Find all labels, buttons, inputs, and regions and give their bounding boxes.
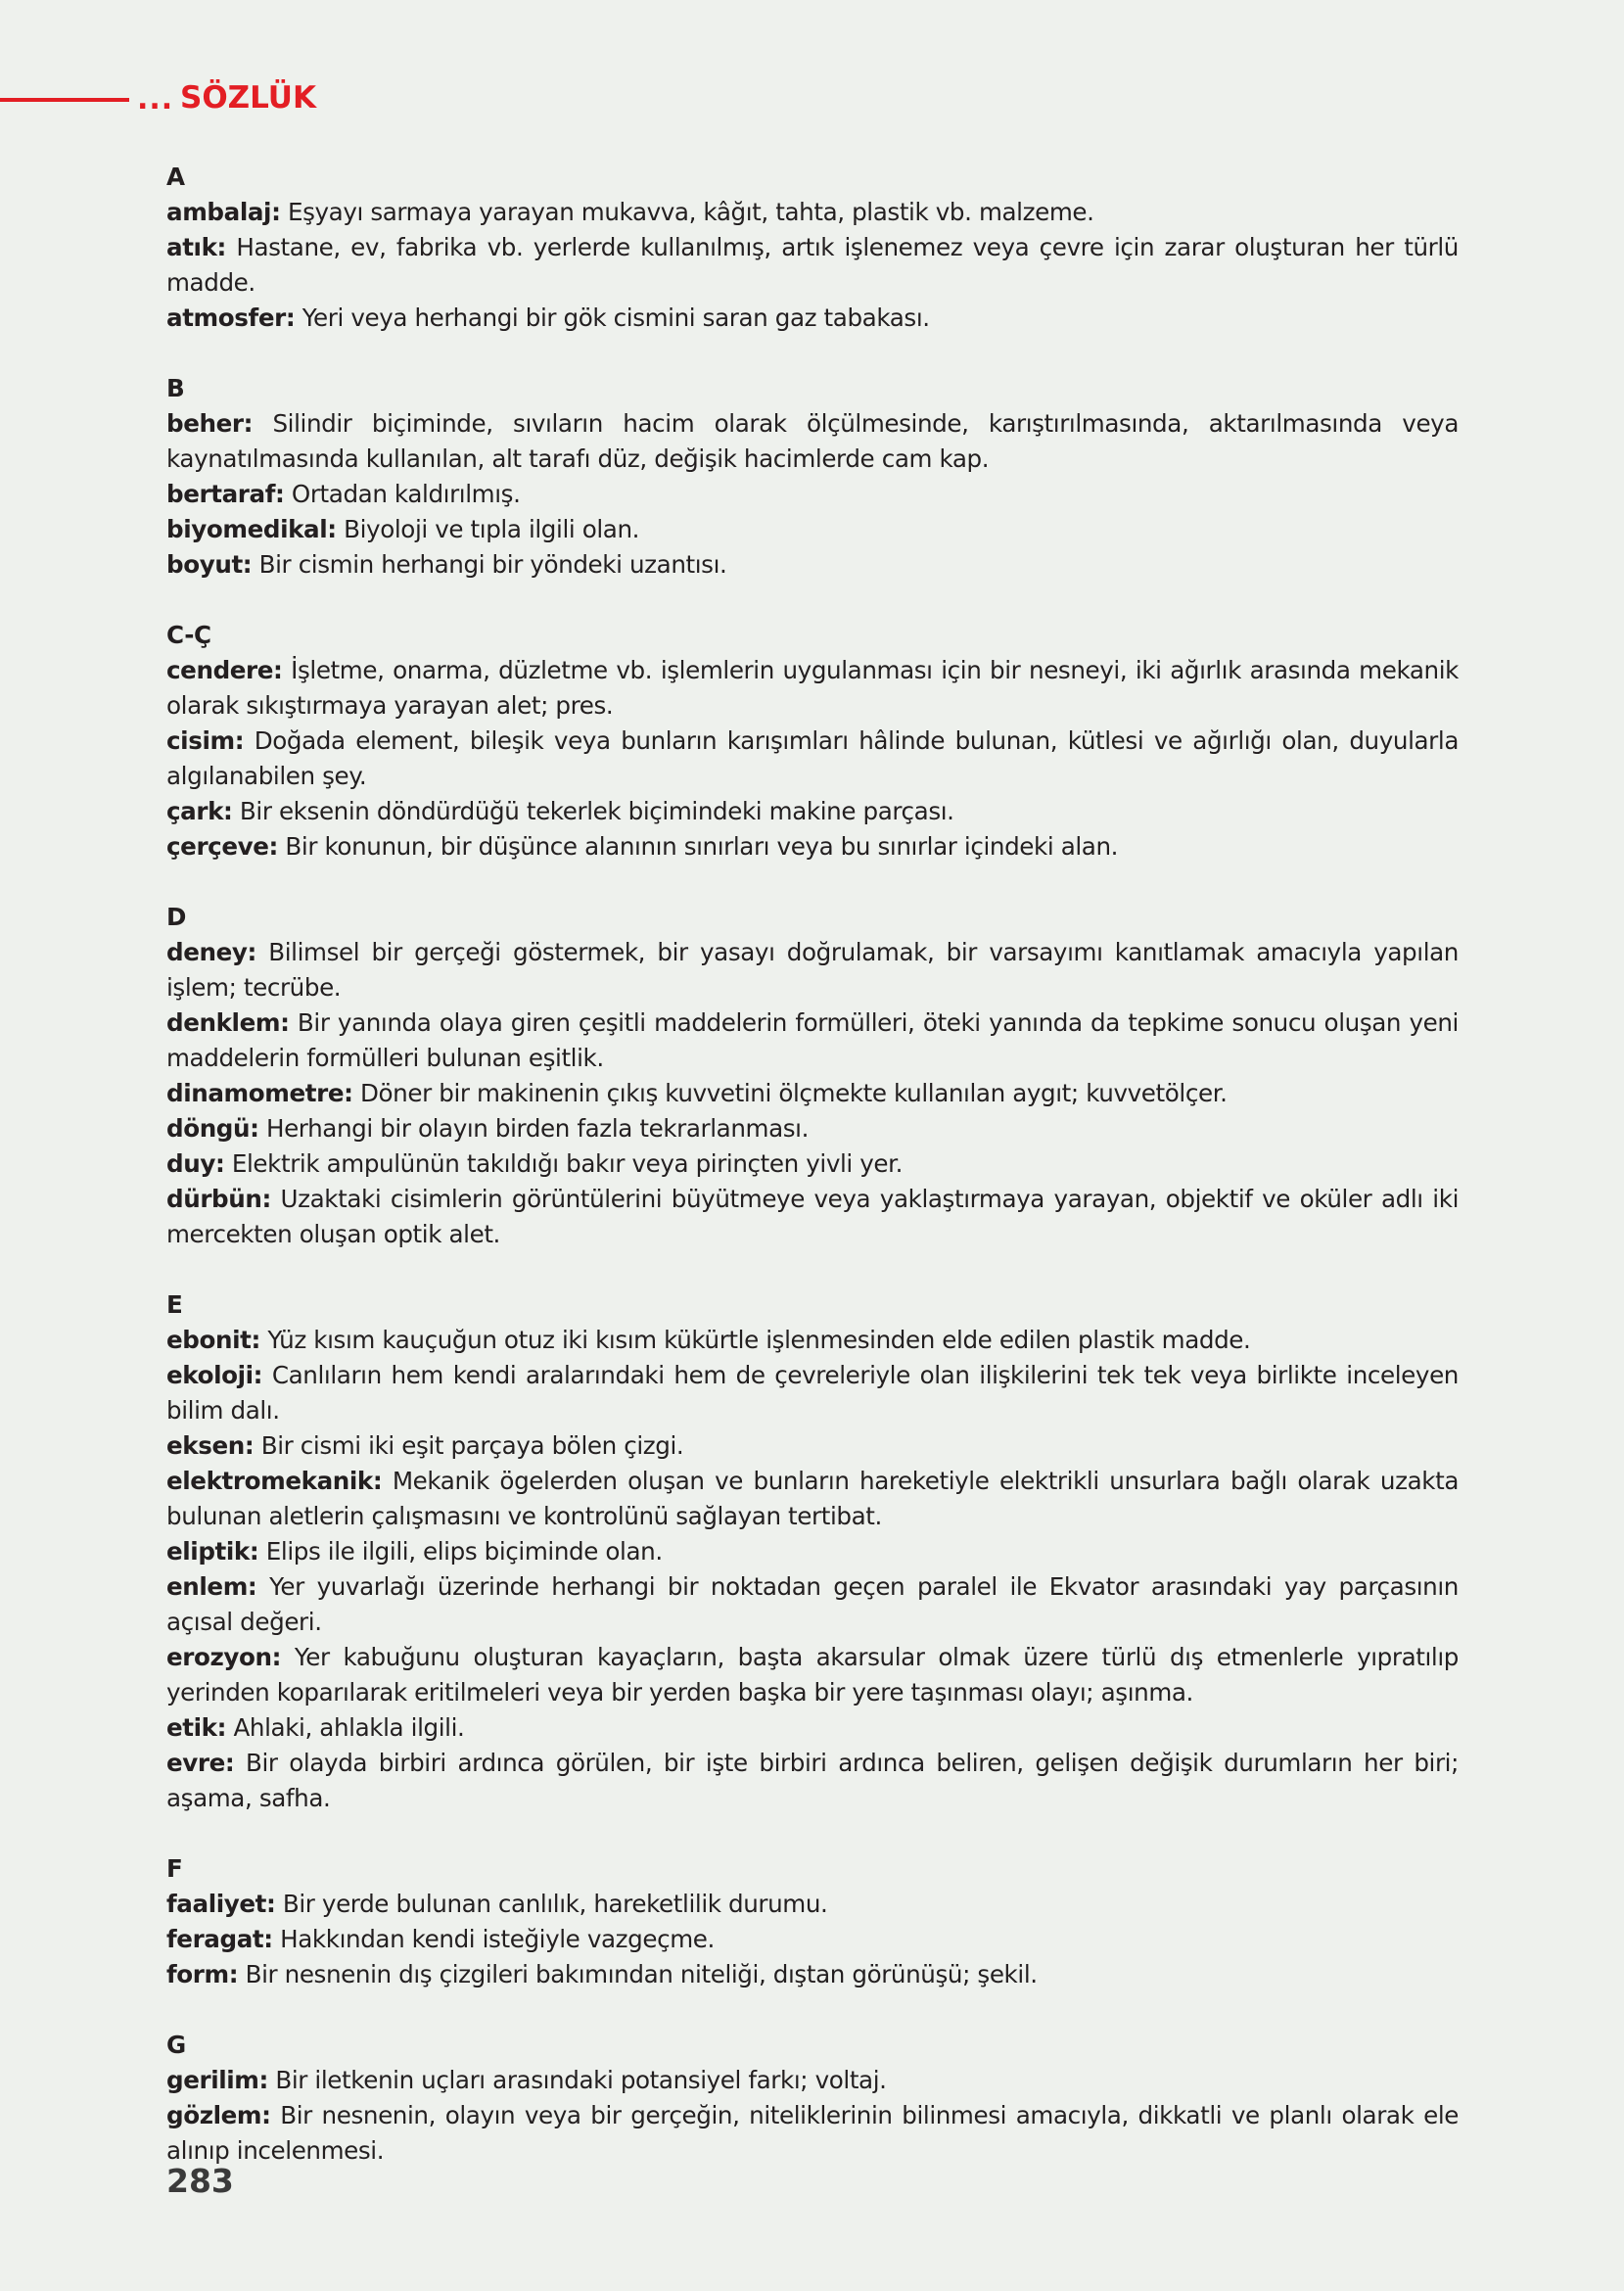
entry-definition: Elektrik ampulünün takıldığı bakır veya pirinçten yivli yer.	[231, 1149, 904, 1178]
glossary-section	[166, 2028, 1459, 2169]
glossary-entry	[166, 1569, 1459, 1640]
glossary-entry	[166, 829, 1459, 865]
glossary-entry	[166, 477, 1459, 512]
entry-term: çark:	[166, 797, 233, 825]
glossary-entry	[166, 2098, 1459, 2169]
entry-term: deney:	[166, 938, 256, 966]
glossary-entry	[166, 1534, 1459, 1569]
entry-definition: Yer yuvarlağı üzerinde herhangi bir noktadan geçen paralel ile Ekvator arasındaki yay parçasının açısal değeri.	[166, 1572, 1459, 1636]
glossary-entry	[166, 724, 1459, 794]
section-letter: C-Ç	[166, 621, 211, 649]
glossary-entry	[166, 1887, 1459, 1922]
entry-definition: Bir iletkenin uçları arasındaki potansiyel farkı; voltaj.	[275, 2066, 887, 2094]
page-header	[0, 76, 587, 123]
entry-term: denklem:	[166, 1008, 290, 1037]
entry-term: biyomedikal:	[166, 515, 337, 543]
entry-definition: Bir nesnenin, olayın veya bir gerçeğin, niteliklerinin bilinmesi amacıyla, dikkatli ve planlı olarak ele alınıp incelenmesi.	[166, 2101, 1459, 2165]
glossary-entry	[166, 935, 1459, 1005]
entry-term: eksen:	[166, 1431, 255, 1460]
entry-definition: Doğada element, bileşik veya bunların karışımları hâlinde bulunan, kütlesi ve ağırlığı olan, duyularla algılanabilen şey.	[166, 726, 1459, 790]
entry-term: dürbün:	[166, 1185, 271, 1213]
glossary-entry	[166, 301, 1459, 336]
entry-definition: Bir nesnenin dış çizgileri bakımından niteliği, dıştan görünüşü; şekil.	[245, 1960, 1038, 1988]
glossary-entry	[166, 1358, 1459, 1428]
glossary-entry	[166, 1323, 1459, 1358]
glossary-entry	[166, 547, 1459, 583]
entry-term: etik:	[166, 1713, 227, 1742]
glossary-entry	[166, 1146, 1459, 1182]
glossary-entry	[166, 2063, 1459, 2098]
glossary-entry	[166, 794, 1459, 829]
entry-definition: Bir konunun, bir düşünce alanının sınırları veya bu sınırlar içindeki alan.	[285, 832, 1119, 861]
glossary-entry	[166, 230, 1459, 301]
glossary-entry	[166, 1005, 1459, 1076]
entry-definition: Yeri veya herhangi bir gök cismini saran gaz tabakası.	[302, 304, 930, 332]
glossary-entry	[166, 195, 1459, 230]
entry-definition: Bir yerde bulunan canlılık, hareketlilik durumu.	[282, 1890, 828, 1918]
glossary-section	[166, 371, 1459, 583]
glossary-section	[166, 1287, 1459, 1816]
entry-definition: Bilimsel bir gerçeği göstermek, bir yasayı doğrulamak, bir varsayımı kanıtlamak amacıyla yapılan işlem; tecrübe.	[166, 938, 1459, 1002]
glossary-entry	[166, 1922, 1459, 1957]
entry-definition: Silindir biçiminde, sıvıların hacim olarak ölçülmesinde, karıştırılmasında, aktarılmasında veya kaynatılmasında kullanılan, alt tarafı düz, değişik hacimlerde cam kap.	[166, 409, 1460, 473]
section-letter: A	[166, 163, 185, 191]
entry-definition: Döner bir makinenin çıkış kuvvetini ölçmekte kullanılan aygıt; kuvvetölçer.	[360, 1079, 1228, 1107]
entry-term: ambalaj:	[166, 198, 281, 226]
glossary-entry	[166, 1957, 1459, 1992]
glossary-section	[166, 1851, 1459, 1992]
header-dots: ...	[137, 82, 174, 117]
entry-term: form:	[166, 1960, 239, 1988]
entry-definition: Mekanik ögelerden oluşan ve bunların hareketiyle elektrikli unsurlara bağlı olarak uzakta bulunan aletlerin çalışmasını ve kontrolünü sağlayan tertibat.	[166, 1467, 1459, 1530]
entry-term: bertaraf:	[166, 480, 285, 508]
entry-term: cendere:	[166, 656, 283, 684]
entry-definition: Eşyayı sarmaya yarayan mukavva, kâğıt, tahta, plastik vb. malzeme.	[287, 198, 1094, 226]
entry-definition: Ortadan kaldırılmış.	[291, 480, 521, 508]
glossary-entry	[166, 1710, 1459, 1746]
entry-definition: Bir cismi iki eşit parçaya bölen çizgi.	[260, 1431, 684, 1460]
entry-definition: Bir olayda birbiri ardınca görülen, bir işte birbiri ardınca beliren, gelişen değişik durumların her biri; aşama, safha.	[166, 1749, 1459, 1812]
entry-term: atık:	[166, 233, 226, 261]
entry-term: döngü:	[166, 1114, 259, 1143]
entry-term: eliptik:	[166, 1537, 259, 1566]
entry-definition: Bir yanında olaya giren çeşitli maddelerin formülleri, öteki yanında da tepkime sonucu oluşan yeni maddelerin formülleri bulunan eşitlik.	[166, 1008, 1459, 1072]
entry-term: beher:	[166, 409, 254, 438]
entry-term: gözlem:	[166, 2101, 271, 2129]
entry-definition: Canlıların hem kendi aralarındaki hem de çevreleriyle olan ilişkilerini tek tek veya birlikte inceleyen bilim dalı.	[166, 1361, 1459, 1425]
entry-definition: Hastane, ev, fabrika vb. yerlerde kullanılmış, artık işlenemez veya çevre için zarar oluşturan her türlü madde.	[166, 233, 1459, 297]
header-rule	[0, 98, 129, 102]
glossary-section	[166, 900, 1459, 1252]
entry-definition: Ahlaki, ahlakla ilgili.	[233, 1713, 465, 1742]
entry-term: atmosfer:	[166, 304, 296, 332]
entry-definition: Uzaktaki cisimlerin görüntülerini büyütmeye veya yaklaştırmaya yarayan, objektif ve oküler adlı iki mercekten oluşan optik alet.	[166, 1185, 1459, 1248]
entry-term: enlem:	[166, 1572, 257, 1601]
entry-definition: Biyoloji ve tıpla ilgili olan.	[344, 515, 640, 543]
glossary-entry	[166, 1746, 1459, 1816]
entry-definition: Elips ile ilgili, elips biçiminde olan.	[265, 1537, 663, 1566]
glossary-entry	[166, 653, 1459, 724]
glossary-entry	[166, 1182, 1459, 1252]
glossary-entry	[166, 1464, 1459, 1534]
entry-term: ebonit:	[166, 1326, 260, 1354]
page-number: 283	[166, 2162, 234, 2200]
entry-term: elektromekanik:	[166, 1467, 383, 1495]
section-letter: D	[166, 903, 187, 931]
entry-definition: Herhangi bir olayın birden fazla tekrarlanması.	[265, 1114, 810, 1143]
entry-term: dinamometre:	[166, 1079, 353, 1107]
glossary-entry	[166, 1111, 1459, 1146]
glossary-section	[166, 160, 1459, 336]
glossary-entry	[166, 1076, 1459, 1111]
glossary-entry	[166, 1428, 1459, 1464]
entry-term: feragat:	[166, 1925, 273, 1953]
entry-definition: Yüz kısım kauçuğun otuz iki kısım kükürtle işlenmesinden elde edilen plastik madde.	[267, 1326, 1251, 1354]
entry-definition: Yer kabuğunu oluşturan kayaçların, başta akarsular olmak üzere türlü dış etmenlerle yıpratılıp yerinden koparılarak eritilmeleri veya bir yerden başka bir yere taşınması olayı; aşınma.	[166, 1643, 1460, 1707]
section-letter: E	[166, 1290, 183, 1319]
entry-term: ekoloji:	[166, 1361, 263, 1389]
glossary-entry	[166, 512, 1459, 547]
entry-definition: İşletme, onarma, düzletme vb. işlemlerin uygulanması için bir nesneyi, iki ağırlık arasında mekanik olarak sıkıştırmaya yarayan alet; pres.	[166, 656, 1459, 720]
section-letter: F	[166, 1854, 183, 1883]
glossary-entry	[166, 406, 1459, 477]
glossary-section	[166, 618, 1459, 865]
entry-term: cisim:	[166, 726, 245, 755]
entry-term: gerilim:	[166, 2066, 268, 2094]
section-letter: G	[166, 2031, 186, 2059]
entry-term: evre:	[166, 1749, 235, 1777]
entry-definition: Bir eksenin döndürdüğü tekerlek biçimindeki makine parçası.	[239, 797, 954, 825]
entry-definition: Bir cismin herhangi bir yöndeki uzantısı.	[258, 550, 727, 579]
glossary-entry	[166, 1640, 1459, 1710]
glossary	[166, 160, 1459, 2204]
entry-term: faaliyet:	[166, 1890, 276, 1918]
entry-term: duy:	[166, 1149, 225, 1178]
section-letter: B	[166, 374, 185, 402]
entry-term: çerçeve:	[166, 832, 278, 861]
entry-term: boyut:	[166, 550, 253, 579]
page-title: SÖZLÜK	[180, 80, 317, 116]
entry-term: erozyon:	[166, 1643, 282, 1671]
entry-definition: Hakkından kendi isteğiyle vazgeçme.	[280, 1925, 715, 1953]
